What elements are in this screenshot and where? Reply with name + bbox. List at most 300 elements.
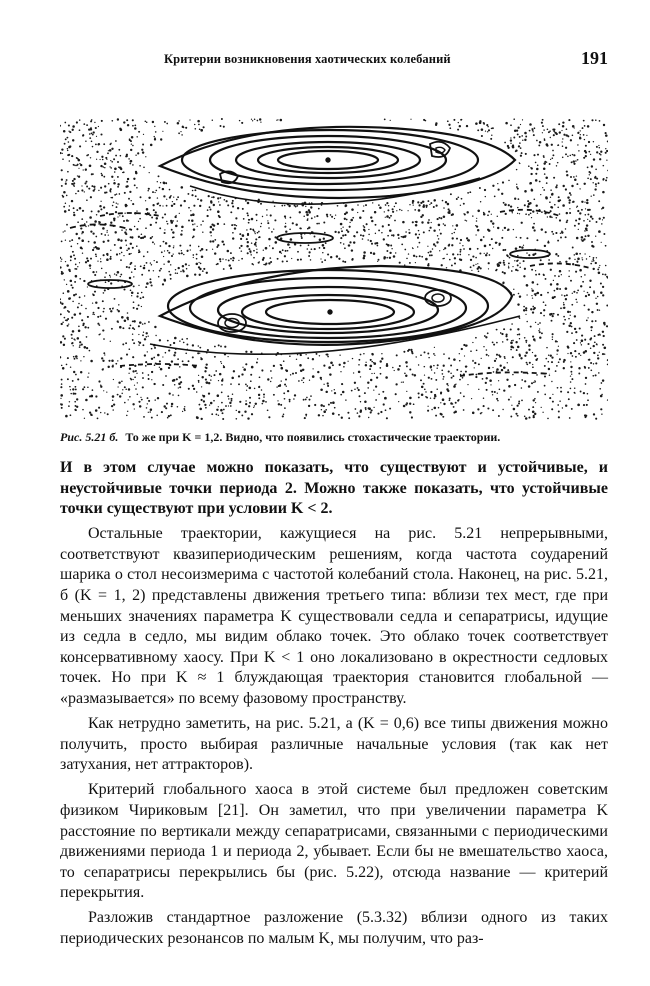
chaotic-orbit-point xyxy=(549,163,551,165)
chaotic-orbit-point xyxy=(556,365,558,367)
chaotic-orbit-point xyxy=(574,225,576,227)
chaotic-orbit-point xyxy=(584,230,586,232)
chaotic-orbit-point xyxy=(409,368,411,370)
chaotic-orbit-point xyxy=(554,290,556,292)
chaotic-orbit-point xyxy=(533,134,535,136)
chaotic-orbit-point xyxy=(487,332,489,334)
chaotic-orbit-point xyxy=(120,259,122,261)
chaotic-orbit-point xyxy=(589,220,591,222)
chaotic-orbit-point xyxy=(155,222,157,224)
chaotic-orbit-point xyxy=(92,314,93,315)
chaotic-orbit-point xyxy=(230,383,232,385)
chaotic-orbit-point xyxy=(569,270,570,271)
chaotic-orbit-point xyxy=(323,365,325,367)
chaotic-orbit-point xyxy=(63,292,65,294)
chaotic-orbit-point xyxy=(109,149,112,152)
chaotic-orbit-point xyxy=(82,388,84,390)
chaotic-orbit-point xyxy=(127,124,129,126)
chaotic-orbit-point xyxy=(456,198,458,200)
chaotic-orbit-point xyxy=(173,245,174,246)
chaotic-orbit-point xyxy=(162,205,163,206)
chaotic-orbit-point xyxy=(605,179,607,181)
chaotic-orbit-point xyxy=(424,374,425,375)
chaotic-orbit-point xyxy=(503,328,505,330)
chaotic-orbit-point xyxy=(606,160,607,161)
chaotic-orbit-point xyxy=(152,241,154,243)
chaotic-orbit-point xyxy=(153,383,155,385)
chaotic-orbit-point xyxy=(440,402,441,403)
chaotic-orbit-point xyxy=(101,173,103,175)
chaotic-orbit-point xyxy=(571,378,573,380)
chaotic-orbit-point xyxy=(344,247,346,249)
chaotic-orbit-point xyxy=(342,391,345,394)
chaotic-orbit-point xyxy=(144,338,146,340)
chaotic-orbit-point xyxy=(180,271,181,272)
chaotic-orbit-point xyxy=(485,336,487,338)
chaotic-orbit-point xyxy=(148,378,150,380)
chaotic-orbit-point xyxy=(184,200,186,202)
chaotic-orbit-point xyxy=(105,281,107,283)
chaotic-orbit-point xyxy=(332,364,334,366)
chaotic-orbit-point xyxy=(111,161,113,163)
chaotic-orbit-point xyxy=(241,250,243,252)
chaotic-orbit-point xyxy=(576,237,579,240)
chaotic-orbit-point xyxy=(436,389,437,390)
chaotic-orbit-point xyxy=(336,255,338,257)
chaotic-orbit-point xyxy=(577,258,580,261)
chaotic-orbit-point xyxy=(251,119,252,120)
chaotic-orbit-point xyxy=(354,382,356,384)
chaotic-orbit-point xyxy=(497,183,498,184)
chaotic-orbit-point xyxy=(435,415,437,417)
chaotic-orbit-point xyxy=(92,146,93,147)
chaotic-orbit-point xyxy=(78,330,79,331)
chaotic-orbit-point xyxy=(147,351,148,352)
chaotic-orbit-point xyxy=(108,234,109,235)
chaotic-orbit-point xyxy=(77,158,79,160)
chaotic-orbit-point xyxy=(200,250,202,252)
chaotic-orbit-point xyxy=(141,234,143,236)
chaotic-orbit-point xyxy=(204,404,206,406)
chaotic-orbit-point xyxy=(172,394,174,396)
chaotic-orbit-point xyxy=(63,130,65,133)
chaotic-orbit-point xyxy=(173,203,175,205)
chaotic-orbit-point xyxy=(217,244,219,246)
chaotic-orbit-point xyxy=(544,385,546,387)
chaotic-orbit-point xyxy=(301,235,303,237)
chaotic-orbit-point xyxy=(529,202,531,204)
chaotic-orbit-point xyxy=(263,393,265,395)
chaotic-orbit-point xyxy=(419,234,421,236)
chaotic-orbit-point xyxy=(321,261,323,263)
chaotic-orbit-point xyxy=(209,206,211,208)
chaotic-orbit-point xyxy=(436,367,437,368)
chaotic-orbit-point xyxy=(104,289,106,291)
chaotic-orbit-point xyxy=(519,136,521,138)
chaotic-orbit-point xyxy=(483,405,485,407)
chaotic-orbit-point xyxy=(503,264,505,266)
chaotic-orbit-point xyxy=(241,258,243,260)
chaotic-orbit-point xyxy=(93,247,95,249)
chaotic-orbit-point xyxy=(153,357,155,359)
chaotic-orbit-point xyxy=(596,221,598,223)
chaotic-orbit-point xyxy=(524,355,526,357)
chaotic-orbit-point xyxy=(292,222,294,224)
chaotic-orbit-point xyxy=(304,417,306,419)
chaotic-orbit-point xyxy=(590,154,591,155)
chaotic-orbit-point xyxy=(510,396,511,397)
chaotic-orbit-point xyxy=(345,399,346,400)
chaotic-orbit-point xyxy=(537,165,539,167)
chaotic-orbit-point xyxy=(492,185,494,187)
chaotic-orbit-point xyxy=(289,355,291,357)
chaotic-orbit-point xyxy=(430,365,432,367)
chaotic-orbit-point xyxy=(532,297,533,298)
chaotic-orbit-point xyxy=(601,223,603,225)
chaotic-orbit-point xyxy=(341,228,342,229)
chaotic-orbit-point xyxy=(246,229,247,230)
chaotic-orbit-point xyxy=(106,391,107,392)
chaotic-orbit-point xyxy=(148,270,150,272)
chaotic-orbit-point xyxy=(524,132,527,135)
chaotic-orbit-point xyxy=(132,125,134,127)
chaotic-orbit-point xyxy=(92,249,94,251)
chaotic-orbit-point xyxy=(177,220,178,221)
chaotic-orbit-point xyxy=(518,402,520,404)
chaotic-orbit-point xyxy=(386,250,388,252)
chaotic-orbit-point xyxy=(576,175,577,176)
chaotic-orbit-point xyxy=(487,229,489,231)
chaotic-orbit-point xyxy=(275,241,278,244)
chaotic-orbit-point xyxy=(65,240,66,241)
chaotic-orbit-point xyxy=(588,151,590,153)
chaotic-orbit-point xyxy=(353,235,355,237)
chaotic-orbit-point xyxy=(164,250,165,251)
chaotic-orbit-point xyxy=(218,201,219,202)
chaotic-orbit-point xyxy=(82,231,84,233)
chaotic-orbit-point xyxy=(132,145,134,147)
chaotic-orbit-point xyxy=(534,127,536,129)
chaotic-orbit-point xyxy=(128,198,130,200)
chaotic-orbit-point xyxy=(406,258,408,260)
chaotic-orbit-point xyxy=(68,323,69,324)
chaotic-orbit-point xyxy=(145,200,146,201)
chaotic-orbit-point xyxy=(524,337,526,339)
chaotic-orbit-point xyxy=(503,366,506,369)
chaotic-orbit-point xyxy=(239,401,241,403)
chaotic-orbit-point xyxy=(464,220,465,221)
chaotic-orbit-point xyxy=(502,341,504,343)
chaotic-orbit-point xyxy=(568,398,570,400)
chaotic-orbit-point xyxy=(552,150,554,152)
chaotic-orbit-point xyxy=(198,124,200,126)
chaotic-orbit-point xyxy=(173,342,175,344)
chaotic-orbit-point xyxy=(530,173,532,175)
chaotic-orbit-point xyxy=(559,199,561,201)
chaotic-orbit-point xyxy=(564,319,566,321)
chaotic-orbit-point xyxy=(494,196,496,198)
chaotic-orbit-point xyxy=(251,242,253,244)
chaotic-orbit-point xyxy=(526,237,528,239)
chaotic-orbit-point xyxy=(112,205,114,207)
chaotic-orbit-point xyxy=(568,325,571,328)
chaotic-orbit-point xyxy=(117,216,118,217)
chaotic-orbit-point xyxy=(384,397,387,400)
chaotic-orbit-point xyxy=(557,145,558,146)
chaotic-orbit-point xyxy=(299,211,301,213)
chaotic-orbit-point xyxy=(181,338,183,340)
chaotic-orbit-point xyxy=(532,290,534,292)
chaotic-orbit-point xyxy=(316,215,318,217)
chaotic-orbit-point xyxy=(206,215,208,217)
chaotic-orbit-point xyxy=(120,274,122,276)
chaotic-orbit-point xyxy=(563,304,565,306)
chaotic-orbit-point xyxy=(140,237,142,239)
chaotic-orbit-point xyxy=(102,227,105,230)
chaotic-orbit-point xyxy=(77,243,78,244)
chaotic-orbit-point xyxy=(87,316,89,318)
chaotic-orbit-point xyxy=(75,386,77,388)
chaotic-orbit-point xyxy=(81,189,83,191)
chaotic-orbit-point xyxy=(132,339,134,341)
chaotic-orbit-point xyxy=(593,268,595,270)
chaotic-orbit-point xyxy=(433,365,435,367)
chaotic-orbit-point xyxy=(237,207,239,209)
chaotic-orbit-point xyxy=(328,366,331,369)
chaotic-orbit-point xyxy=(592,218,594,220)
chaotic-orbit-point xyxy=(578,353,580,355)
chaotic-orbit-point xyxy=(496,358,497,359)
chaotic-orbit-point xyxy=(525,314,526,315)
chaotic-orbit-point xyxy=(154,347,156,349)
chaotic-orbit-point xyxy=(577,290,579,292)
chaotic-orbit-point xyxy=(581,335,583,337)
chaotic-orbit-point xyxy=(91,210,93,212)
chaotic-orbit-point xyxy=(470,350,472,352)
chaotic-orbit-point xyxy=(512,144,514,146)
chaotic-orbit-point xyxy=(137,394,139,396)
chaotic-orbit-point xyxy=(303,399,305,401)
chaotic-orbit-point xyxy=(431,409,433,411)
chaotic-orbit-point xyxy=(295,223,297,225)
chaotic-orbit-point xyxy=(521,246,523,248)
chaotic-orbit-point xyxy=(535,270,536,271)
chaotic-orbit-point xyxy=(167,417,169,419)
chaotic-orbit-point xyxy=(122,389,123,390)
chaotic-orbit-point xyxy=(214,356,216,358)
chaotic-orbit-point xyxy=(586,404,588,406)
chaotic-orbit-point xyxy=(230,267,232,269)
chaotic-orbit-point xyxy=(188,360,190,362)
chaotic-orbit-point xyxy=(129,277,131,279)
chaotic-orbit-point xyxy=(88,372,89,373)
chaotic-orbit-point xyxy=(303,382,304,383)
chaotic-orbit-point xyxy=(124,192,126,194)
chaotic-orbit-point xyxy=(71,200,73,202)
chaotic-orbit-point xyxy=(497,227,499,229)
chaotic-orbit-point xyxy=(465,345,467,347)
chaotic-orbit-point xyxy=(419,242,421,244)
chaotic-orbit-point xyxy=(211,197,212,198)
chaotic-orbit-point xyxy=(121,316,124,319)
chaotic-orbit-point xyxy=(151,236,153,238)
chaotic-orbit-point xyxy=(463,409,465,411)
chaotic-orbit-point xyxy=(583,183,585,185)
chaotic-orbit-point xyxy=(198,262,199,263)
chaotic-orbit-point xyxy=(543,156,545,158)
chaotic-orbit-point xyxy=(393,234,395,236)
chaotic-orbit-point xyxy=(571,332,573,334)
chaotic-orbit-point xyxy=(73,207,75,209)
chaotic-orbit-point xyxy=(154,243,155,244)
chaotic-orbit-point xyxy=(223,365,224,366)
chaotic-orbit-point xyxy=(595,362,597,364)
chaotic-orbit-point xyxy=(437,235,439,237)
chaotic-orbit-point xyxy=(394,220,396,222)
chaotic-orbit-point xyxy=(539,331,541,333)
chaotic-orbit-point xyxy=(601,394,602,395)
chaotic-orbit-point xyxy=(523,275,525,277)
chaotic-orbit-point xyxy=(181,186,184,189)
chaotic-orbit-point xyxy=(527,200,529,202)
chaotic-orbit-point xyxy=(332,401,335,404)
chaotic-orbit-point xyxy=(82,135,84,137)
chaotic-orbit-point xyxy=(443,376,445,378)
chaotic-orbit-point xyxy=(516,186,518,188)
chaotic-orbit-point xyxy=(147,397,149,399)
chaotic-orbit-point xyxy=(154,399,155,400)
chaotic-orbit-point xyxy=(165,242,167,244)
chaotic-orbit-point xyxy=(93,312,95,314)
chaotic-orbit-point xyxy=(448,244,450,246)
chaotic-orbit-point xyxy=(587,317,588,318)
chaotic-orbit-point xyxy=(349,241,351,243)
chaotic-orbit-point xyxy=(211,235,212,236)
chaotic-orbit-point xyxy=(523,306,525,308)
chaotic-orbit-point xyxy=(114,244,116,246)
chaotic-orbit-point xyxy=(83,280,85,282)
chaotic-orbit-point xyxy=(496,242,497,243)
chaotic-orbit-point xyxy=(140,297,142,299)
chaotic-orbit-point xyxy=(596,151,598,153)
chaotic-orbit-point xyxy=(265,401,267,403)
chaotic-orbit-point xyxy=(417,246,418,247)
chaotic-orbit-point xyxy=(516,237,517,238)
chaotic-orbit-point xyxy=(570,280,572,282)
page-number: 191 xyxy=(581,48,608,68)
chaotic-orbit-point xyxy=(587,177,589,179)
chaotic-orbit-point xyxy=(547,292,549,294)
chaotic-orbit-point xyxy=(72,139,74,141)
chaotic-orbit-point xyxy=(510,349,512,351)
chaotic-orbit-point xyxy=(502,282,504,284)
chaotic-orbit-point xyxy=(107,152,109,154)
chaotic-orbit-point xyxy=(590,348,592,350)
chaotic-orbit-point xyxy=(585,416,587,418)
chaotic-orbit-point xyxy=(501,369,503,371)
chaotic-orbit-point xyxy=(551,320,553,322)
chaotic-orbit-point xyxy=(236,418,238,420)
chaotic-orbit-point xyxy=(551,217,552,218)
chaotic-orbit-point xyxy=(444,247,446,249)
chaotic-orbit-point xyxy=(347,412,349,414)
chaotic-orbit-point xyxy=(247,233,249,235)
chaotic-orbit-point xyxy=(114,273,115,274)
chaotic-orbit-point xyxy=(520,124,521,125)
chaotic-orbit-point xyxy=(557,404,559,406)
chaotic-orbit-point xyxy=(194,223,195,224)
chaotic-orbit-point xyxy=(578,218,580,220)
chaotic-orbit-point xyxy=(117,183,119,185)
chaotic-orbit-point xyxy=(77,190,79,192)
chaotic-orbit-point xyxy=(351,249,353,251)
chaotic-orbit-point xyxy=(137,152,139,154)
chaotic-orbit-point xyxy=(89,268,90,269)
chaotic-orbit-point xyxy=(517,127,519,129)
chaotic-orbit-point xyxy=(63,191,66,194)
chaotic-orbit-point xyxy=(429,254,431,256)
chaotic-orbit-point xyxy=(518,400,520,402)
chaotic-orbit-point xyxy=(535,173,537,175)
chaotic-orbit-point xyxy=(532,306,534,308)
chaotic-orbit-point xyxy=(539,322,541,324)
chaotic-orbit-point xyxy=(591,260,592,261)
chaotic-orbit-point xyxy=(378,204,380,206)
chaotic-orbit-point xyxy=(535,381,537,383)
chaotic-orbit-point xyxy=(430,398,431,399)
chaotic-orbit-point xyxy=(250,351,252,353)
chaotic-orbit-point xyxy=(112,365,114,367)
chaotic-orbit-point xyxy=(70,393,71,394)
chaotic-orbit-point xyxy=(450,193,452,195)
chaotic-orbit-point xyxy=(401,210,402,211)
chaotic-orbit-point xyxy=(76,358,78,360)
chaotic-orbit-point xyxy=(79,341,81,343)
chaotic-orbit-point xyxy=(65,211,66,212)
chaotic-orbit-point xyxy=(550,355,552,357)
chaotic-orbit-point xyxy=(590,178,592,180)
chaotic-orbit-point xyxy=(302,369,304,371)
chaotic-orbit-point xyxy=(159,360,161,362)
chaotic-orbit-point xyxy=(513,408,516,411)
chaotic-orbit-point xyxy=(346,219,348,221)
chaotic-orbit-point xyxy=(589,209,591,211)
chaotic-orbit-point xyxy=(95,246,97,248)
chaotic-orbit-point xyxy=(342,235,344,237)
chaotic-orbit-point xyxy=(250,254,251,255)
chaotic-orbit-point xyxy=(160,138,162,140)
chaotic-orbit-point xyxy=(270,381,271,382)
chaotic-orbit-point xyxy=(566,331,568,333)
chaotic-orbit-point xyxy=(583,134,585,136)
chaotic-orbit-point xyxy=(175,272,177,274)
chaotic-orbit-point xyxy=(338,414,340,416)
chaotic-orbit-point xyxy=(439,250,440,251)
chaotic-orbit-point xyxy=(374,211,376,213)
chaotic-orbit-point xyxy=(544,173,546,175)
chaotic-orbit-point xyxy=(555,370,557,372)
chaotic-orbit-point xyxy=(575,219,577,221)
chaotic-orbit-point xyxy=(552,193,554,195)
chaotic-orbit-point xyxy=(298,380,300,382)
chaotic-orbit-point xyxy=(459,379,461,381)
chaotic-orbit-point xyxy=(535,402,536,403)
chaotic-orbit-point xyxy=(486,354,488,356)
chaotic-orbit-point xyxy=(603,178,605,180)
chaotic-orbit-point xyxy=(509,257,511,259)
chaotic-orbit-point xyxy=(157,181,158,182)
chaotic-orbit-point xyxy=(408,229,409,230)
